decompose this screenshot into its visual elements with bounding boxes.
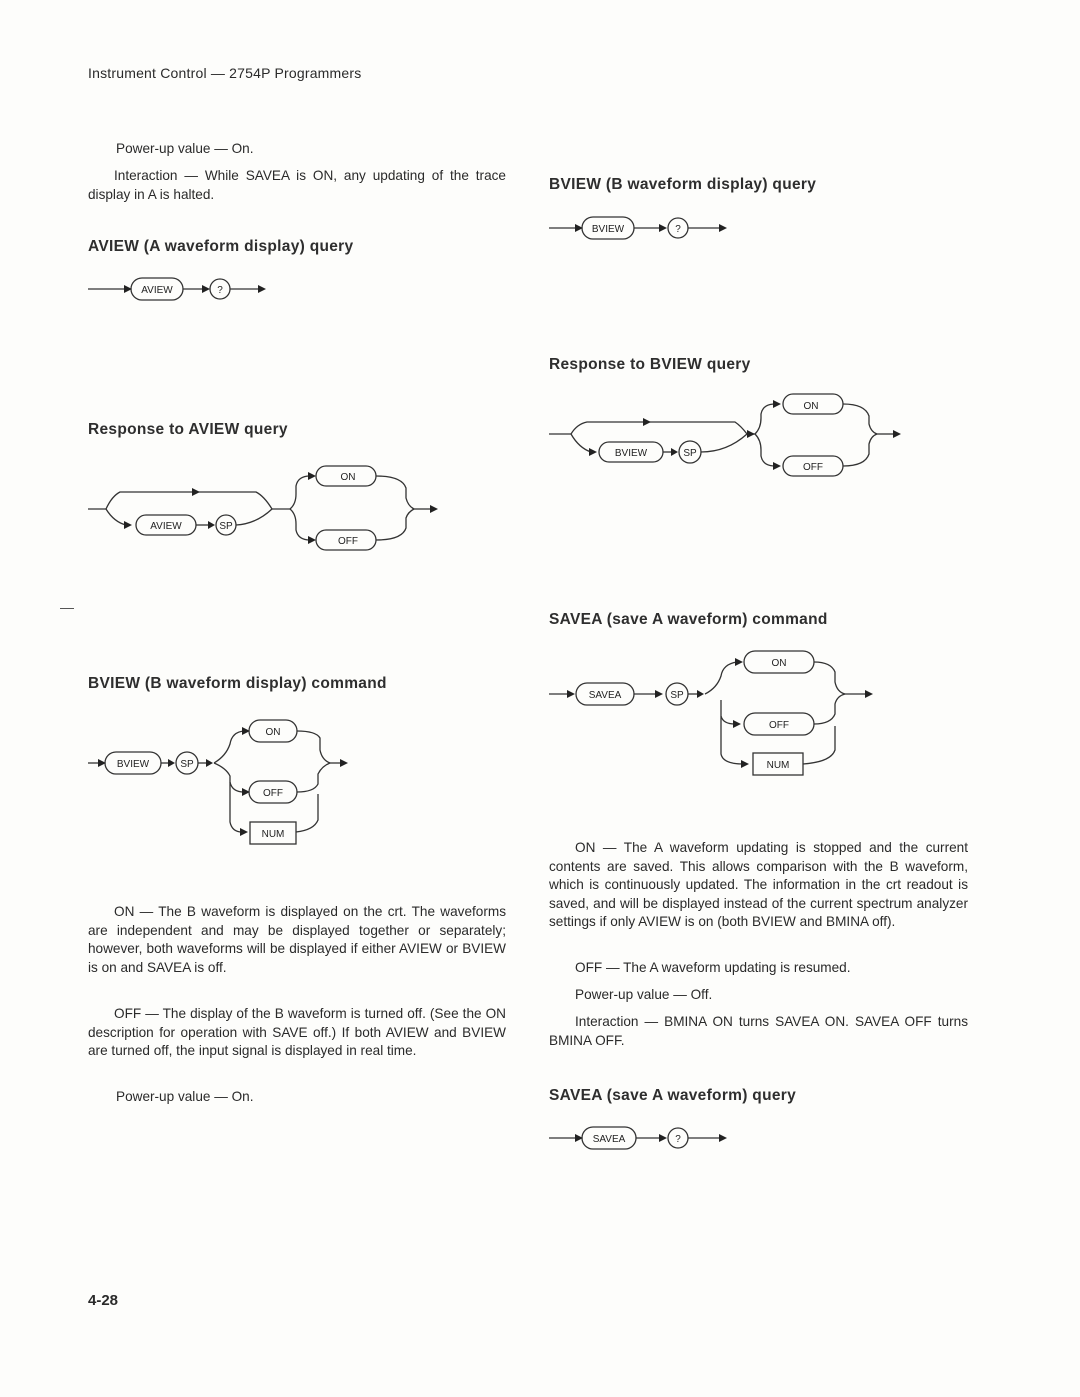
bview-token-label: BVIEW <box>591 224 625 235</box>
powerup-value-savea: Power-up value — On. <box>116 141 254 156</box>
powerup-value-bview: Power-up value — On. <box>116 1089 254 1104</box>
interaction-bmina: Interaction — BMINA ON turns SAVEA ON. SAVEA OFF turns BMINA OFF. <box>549 1014 968 1048</box>
bview-query-syntax-diagram <box>547 215 737 243</box>
interaction-savea: Interaction — While SAVEA is ON, any updating of the trace display in A is halted. <box>88 168 506 202</box>
num-token-label: NUM <box>261 829 285 840</box>
page-number: 4-28 <box>88 1292 119 1309</box>
bview-on-description: ON — The B waveform is displayed on the crt. The waveforms are independent and may be displayed together or separately; however, both waveforms will be displayed if either AVIEW or BVIEW is on and SAVEA is off. <box>88 904 506 975</box>
bview-off-description: OFF — The display of the B waveform is turned off. (See the ON description for operation with SAVE off.) If both AVIEW and BVIEW are turned off, the input signal is displayed in real time. <box>88 1006 506 1058</box>
savea-on-description: ON — The A waveform updating is stopped and the current contents are saved. This allows comparison with the B waveform, which is continuously updated. The information in the crt readout is saved, and will be displayed instead of the current spectrum analyzer settings if only AVIEW is on (both BVIEW and BMINA off). <box>549 840 968 929</box>
savea-query-syntax-diagram <box>547 1125 737 1153</box>
query-mark-label: ? <box>675 224 681 235</box>
off-token-label: OFF <box>263 788 283 799</box>
on-token-label: ON <box>803 401 819 412</box>
savea-command-heading: SAVEA (save A waveform) command <box>549 611 828 628</box>
off-token-label: OFF <box>769 720 789 731</box>
on-token-label: ON <box>771 658 787 669</box>
bview-response-heading: Response to BVIEW query <box>549 356 751 373</box>
aview-token-label: AVIEW <box>150 521 182 532</box>
bview-token-label: BVIEW <box>614 448 648 459</box>
running-header: Instrument Control — 2754P Programmers <box>88 65 362 81</box>
bview-command-heading: BVIEW (B waveform display) command <box>88 675 387 692</box>
sp-token-label: SP <box>219 521 233 532</box>
on-token-label: ON <box>340 472 356 483</box>
savea-query-heading: SAVEA (save A waveform) query <box>549 1087 797 1104</box>
aview-response-heading: Response to AVIEW query <box>88 421 288 438</box>
sp-token-label: SP <box>670 690 684 701</box>
bview-query-heading: BVIEW (B waveform display) query <box>549 176 817 193</box>
savea-token-label: SAVEA <box>588 690 622 701</box>
aview-query-heading: AVIEW (A waveform display) query <box>88 238 354 255</box>
bview-command-syntax-diagram <box>86 714 356 854</box>
savea-off-description: OFF — The A waveform updating is resumed. <box>575 960 851 975</box>
off-token-label: OFF <box>338 536 358 547</box>
savea-token-label: SAVEA <box>592 1134 626 1145</box>
aview-response-syntax-diagram <box>86 458 442 558</box>
query-mark-label: ? <box>217 285 223 296</box>
savea-command-syntax-diagram <box>547 646 887 776</box>
aview-query-syntax-diagram <box>86 276 276 304</box>
off-token-label: OFF <box>803 462 823 473</box>
query-mark-label: ? <box>675 1134 681 1145</box>
aview-token-label: AVIEW <box>141 285 173 296</box>
sp-token-label: SP <box>180 759 194 770</box>
bview-response-syntax-diagram <box>547 388 907 488</box>
powerup-value-savea-cmd: Power-up value — Off. <box>575 987 713 1002</box>
sp-token-label: SP <box>683 448 697 459</box>
on-token-label: ON <box>265 727 281 738</box>
bview-token-label: BVIEW <box>116 759 150 770</box>
margin-mark <box>60 608 74 609</box>
num-token-label: NUM <box>766 760 790 771</box>
